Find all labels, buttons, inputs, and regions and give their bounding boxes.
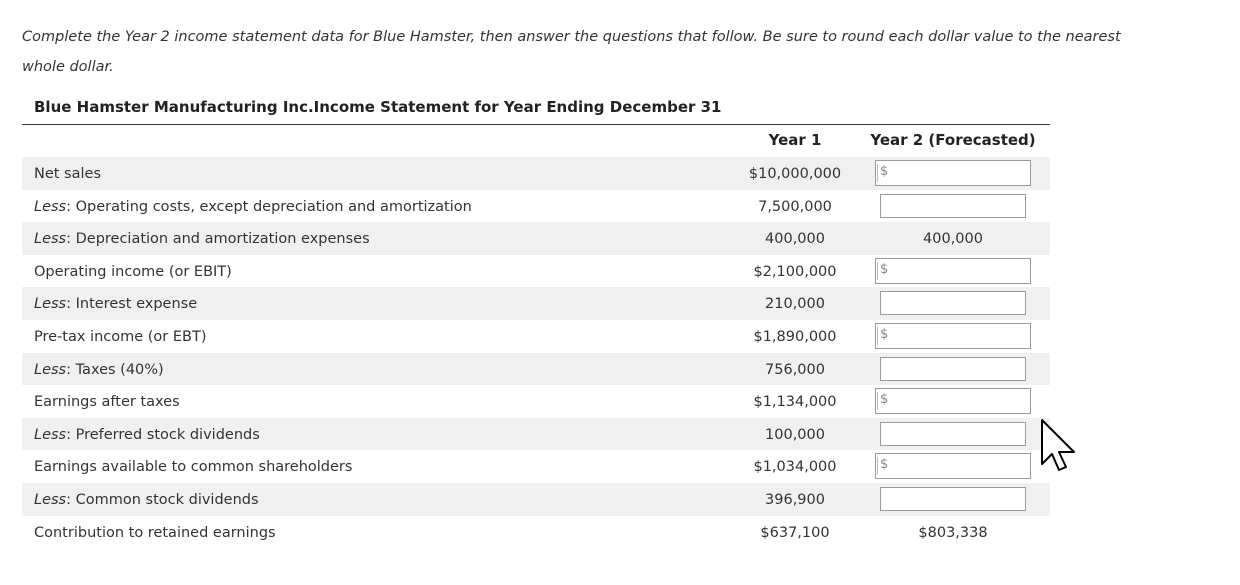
- row-label: Less: Operating costs, except depreciation and amortization: [34, 198, 472, 215]
- year1-value: $1,890,000: [753, 328, 837, 345]
- row-label: Earnings after taxes: [34, 394, 180, 411]
- dollar-sign: $: [880, 164, 889, 179]
- preferred-dividends-year2-field[interactable]: [885, 423, 1023, 445]
- taxes-year2-input[interactable]: [880, 357, 1026, 381]
- year1-value: $1,034,000: [753, 459, 837, 476]
- table-row-net-sales: [22, 157, 1050, 190]
- row-label: Less: Depreciation and amortization expenses: [34, 231, 370, 248]
- preferred-dividends-year2-input[interactable]: [880, 422, 1026, 446]
- ebt-year2-field[interactable]: [892, 324, 1018, 346]
- year1-value: $637,100: [760, 524, 830, 541]
- year1-value: 100,000: [765, 426, 825, 443]
- common-dividends-year2-field[interactable]: [885, 488, 1023, 510]
- year1-value: 210,000: [765, 296, 825, 313]
- table-row-preferred-dividends: [22, 418, 1050, 451]
- row-label: Net sales: [34, 166, 102, 182]
- operating-costs-year2-input[interactable]: [880, 194, 1026, 218]
- earnings-available-common-year2-field[interactable]: [892, 454, 1018, 476]
- row-label: Less: Common stock dividends: [34, 491, 259, 508]
- statement-title: Blue Hamster Manufacturing Inc.Income Statement for Year Ending December 31: [34, 98, 722, 116]
- table-row-ebt: [22, 320, 1050, 353]
- earnings-available-common-year2-input[interactable]: [875, 453, 1031, 479]
- interest-expense-year2-input[interactable]: [880, 291, 1026, 315]
- row-label: Earnings available to common shareholders: [34, 459, 353, 476]
- table-row-retained-earnings: [22, 516, 1050, 549]
- instructions-text: Complete the Year 2 income statement data for Blue Hamster, then answer the questions that follow. Be sure to round each dollar value to the nearest whole dollar.: [22, 29, 1121, 75]
- operating-costs-year2-field[interactable]: [885, 195, 1023, 217]
- year1-value: $10,000,000: [748, 166, 842, 182]
- column-header-year2: Year 2 (Forecasted): [870, 131, 1036, 149]
- row-label: Pre-tax income (or EBT): [34, 328, 207, 345]
- table-row-operating-costs: [22, 190, 1050, 223]
- year2-value: 400,000: [923, 231, 983, 248]
- table-row-common-dividends: [22, 483, 1050, 516]
- year1-value: $1,134,000: [753, 394, 837, 411]
- dollar-sign: $: [880, 392, 889, 408]
- year1-value: 400,000: [765, 231, 825, 248]
- ebt-year2-input[interactable]: [875, 323, 1031, 349]
- year1-value: 756,000: [765, 361, 825, 378]
- year1-value: 396,900: [765, 491, 825, 508]
- table-row-earnings-available-common: [22, 450, 1050, 483]
- table-row-earnings-after-taxes: [22, 385, 1050, 418]
- year1-value: 7,500,000: [758, 198, 832, 215]
- common-dividends-year2-input[interactable]: [880, 487, 1026, 511]
- table-row-taxes: [22, 353, 1050, 386]
- title-divider: [22, 124, 1050, 125]
- column-header-year1: Year 1: [768, 131, 822, 149]
- table-row-depreciation: [22, 222, 1050, 255]
- dollar-sign: $: [880, 261, 889, 277]
- year1-value: $2,100,000: [753, 263, 837, 280]
- earnings-after-taxes-year2-input[interactable]: [875, 388, 1031, 414]
- dollar-sign: $: [880, 326, 889, 342]
- net-sales-year2-input[interactable]: [875, 160, 1031, 186]
- interest-expense-year2-field[interactable]: [885, 292, 1023, 314]
- income-statement-table: [22, 157, 1050, 548]
- year2-value: $803,338: [918, 524, 988, 541]
- table-row-interest-expense: [22, 287, 1050, 320]
- row-label: Less: Preferred stock dividends: [34, 426, 260, 443]
- row-label: Less: Interest expense: [34, 296, 198, 313]
- earnings-after-taxes-year2-field[interactable]: [892, 389, 1018, 411]
- row-label: Operating income (or EBIT): [34, 263, 232, 280]
- ebit-year2-field[interactable]: [892, 259, 1018, 281]
- row-label: Less: Taxes (40%): [34, 361, 164, 378]
- mouse-pointer-icon: [1040, 418, 1080, 474]
- dollar-sign: $: [880, 457, 889, 473]
- row-label: Contribution to retained earnings: [34, 524, 276, 541]
- taxes-year2-field[interactable]: [885, 358, 1023, 380]
- ebit-year2-input[interactable]: [875, 258, 1031, 284]
- table-row-ebit: [22, 255, 1050, 288]
- net-sales-year2-field[interactable]: [892, 161, 1018, 183]
